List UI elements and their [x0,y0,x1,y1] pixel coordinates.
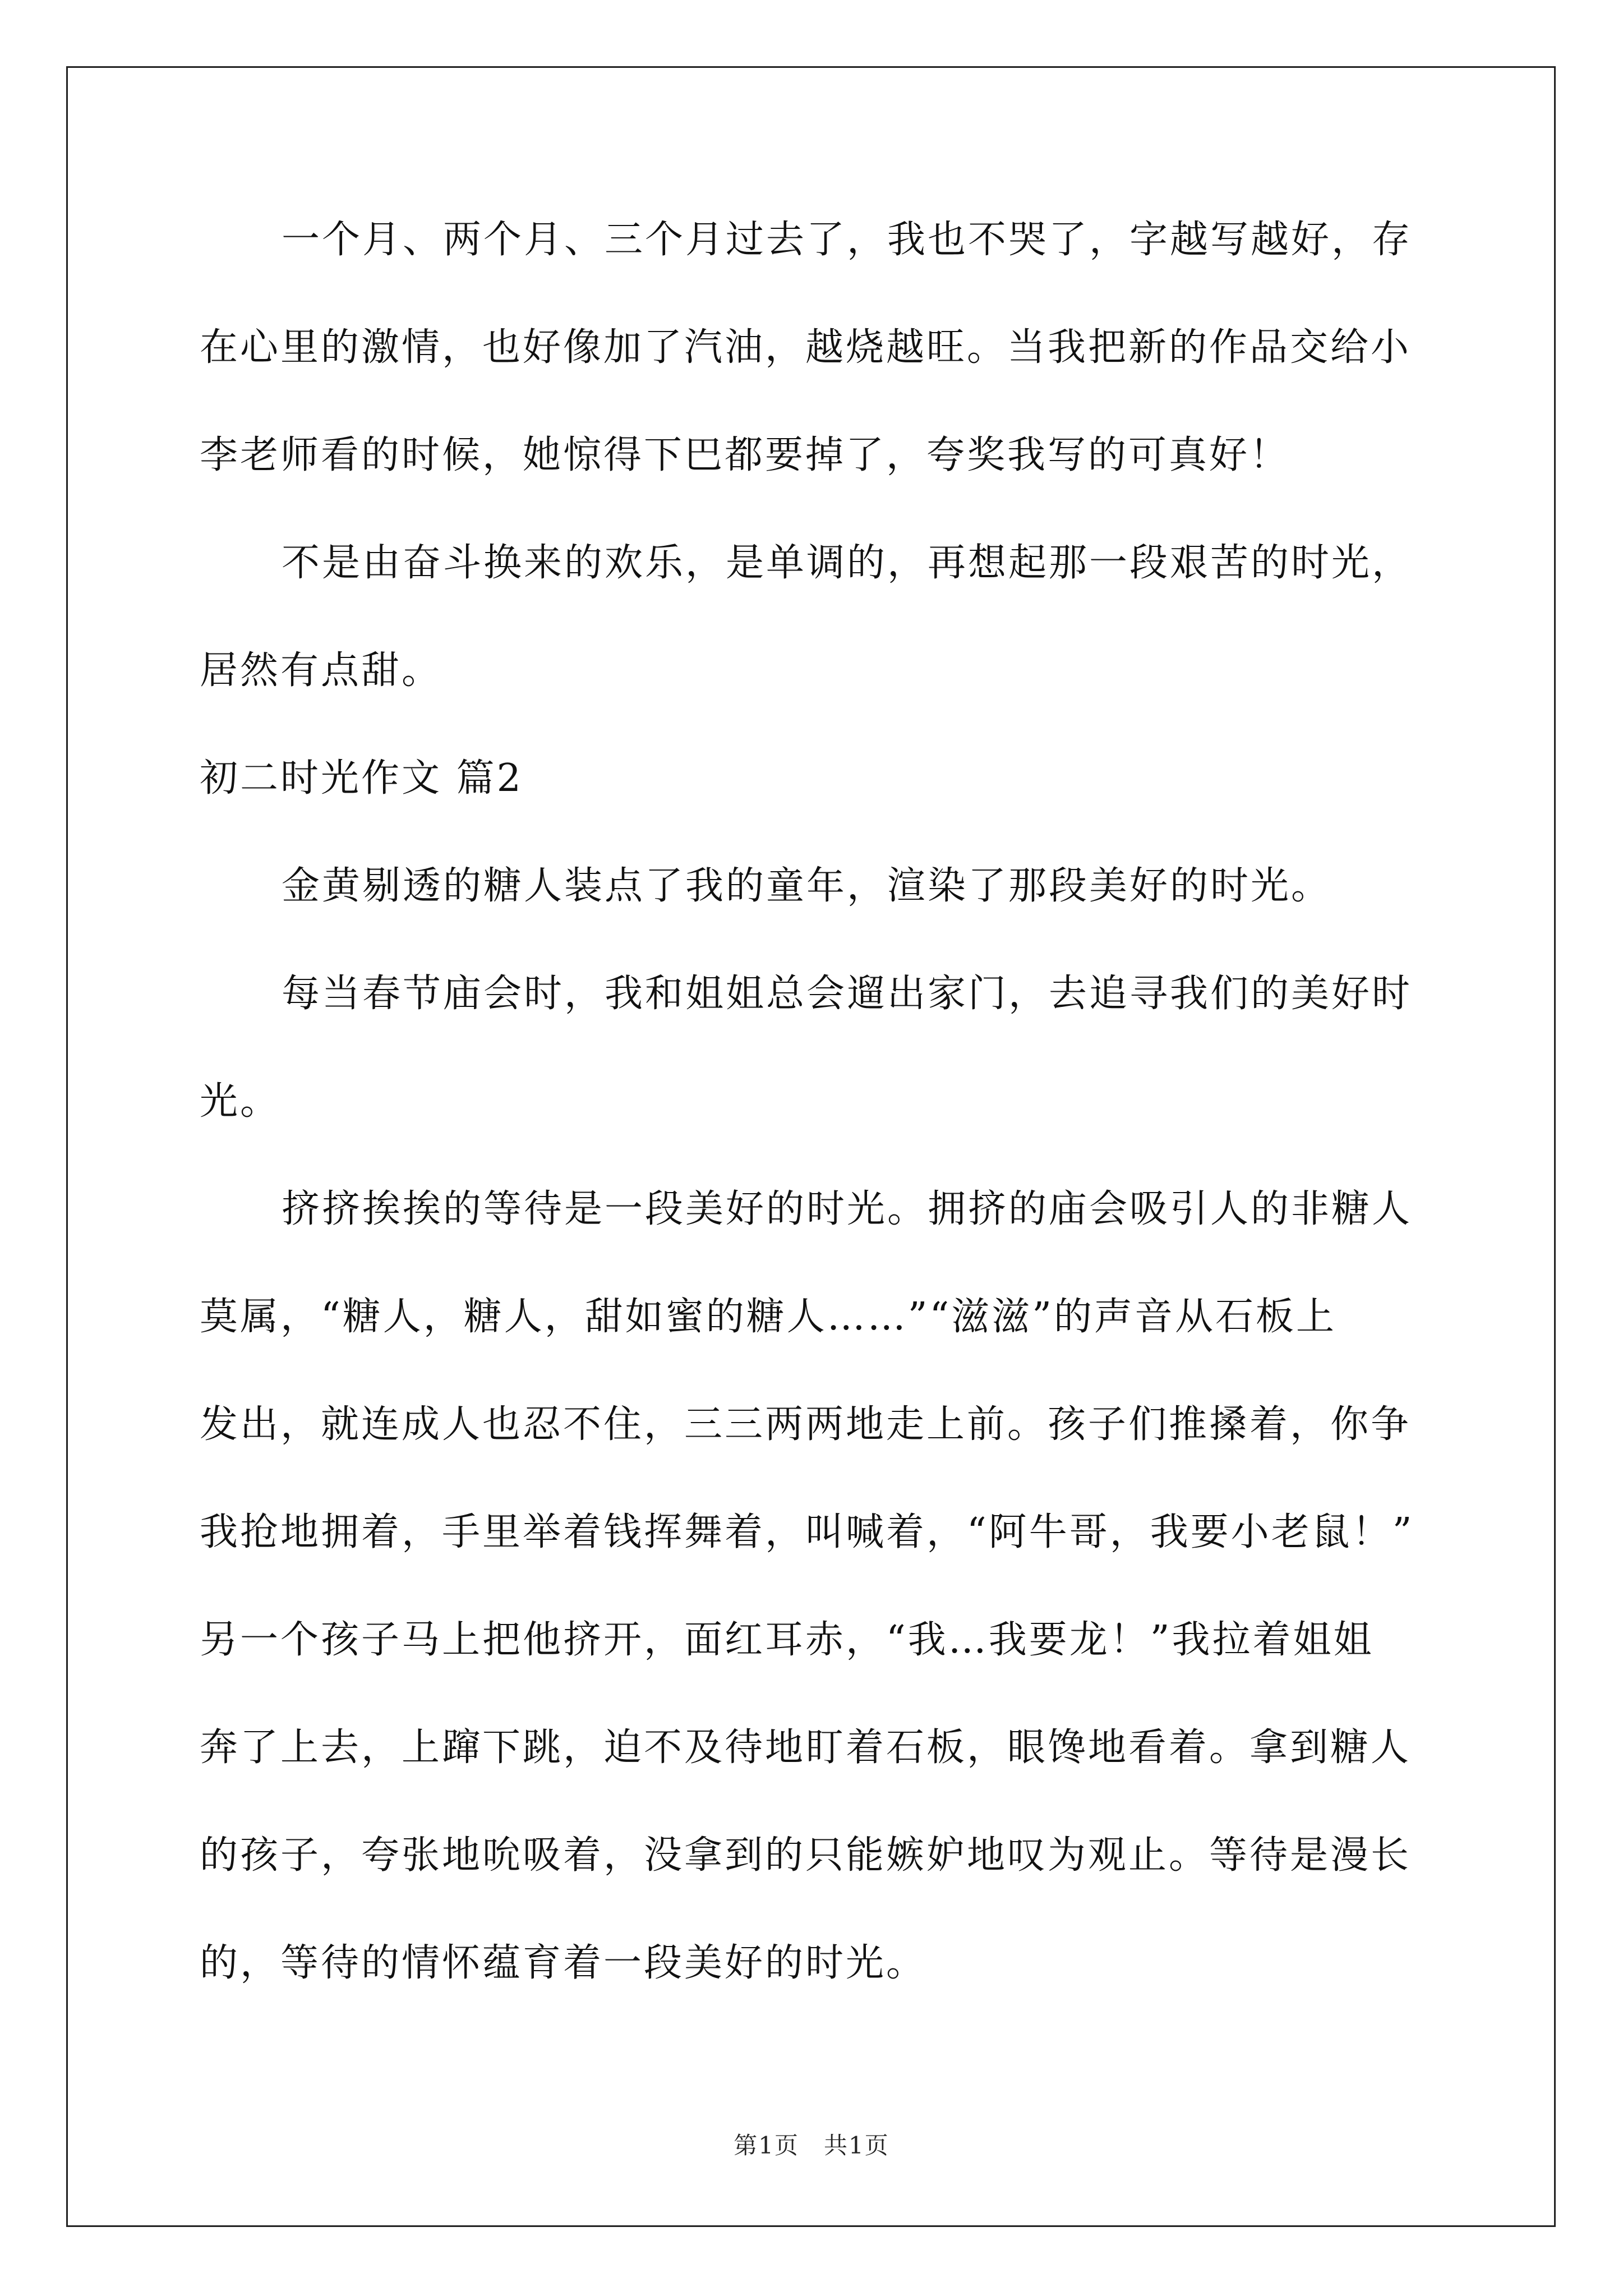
paragraph-line: 居然有点甜。 [200,648,442,693]
paragraph-line: 的孩子，夸张地吮吸着，没拿到的只能嫉妒地叹为观止。等待是漫长 [200,1833,1412,1878]
paragraph-line: 另一个孩子马上把他挤开，面红耳赤，“我…我要龙！”我拉着姐姐 [200,1618,1374,1662]
paragraph-line: 每当春节庙会时，我和姐姐总会遛出家门，去追寻我们的美好时 [282,972,1413,1016]
paragraph-line: 金黄剔透的糖人装点了我的童年，渲染了那段美好的时光。 [282,864,1332,908]
paragraph-line: 莫属，“糖人，糖人，甜如蜜的糖人……”“滋滋”的声音从石板上 [200,1295,1337,1339]
paragraph-line: 发出，就连成人也忍不住，三三两两地走上前。孩子们推搡着，你争 [200,1402,1412,1447]
paragraph-line: 的，等待的情怀蕴育着一段美好的时光。 [200,1941,927,1985]
paragraph-line: 我抢地拥着，手里举着钱挥舞着，叫喊着，“阿牛哥，我要小老鼠！” [200,1510,1414,1554]
paragraph-line: 在心里的激情，也好像加了汽油，越烧越旺。当我把新的作品交给小 [200,325,1412,370]
page-number-footer: 第1页 共1页 [734,2132,889,2159]
paragraph-line: 一个月、两个月、三个月过去了，我也不哭了，字越写越好，存 [282,218,1413,262]
page-border [66,66,1556,2227]
paragraph-line: 挤挤挨挨的等待是一段美好的时光。拥挤的庙会吸引人的非糖人 [282,1187,1413,1231]
paragraph-line: 李老师看的时候，她惊得下巴都要掉了，夸奖我写的可真好！ [200,433,1290,477]
paragraph-line: 光。 [200,1079,281,1124]
paragraph-line: 奔了上去，上蹿下跳，迫不及待地盯着石板，眼馋地看着。拿到糖人 [200,1726,1412,1770]
paragraph-line: 不是由奋斗换来的欢乐，是单调的，再想起那一段艰苦的时光， [282,541,1413,585]
section-heading: 初二时光作文 篇2 [200,756,523,800]
